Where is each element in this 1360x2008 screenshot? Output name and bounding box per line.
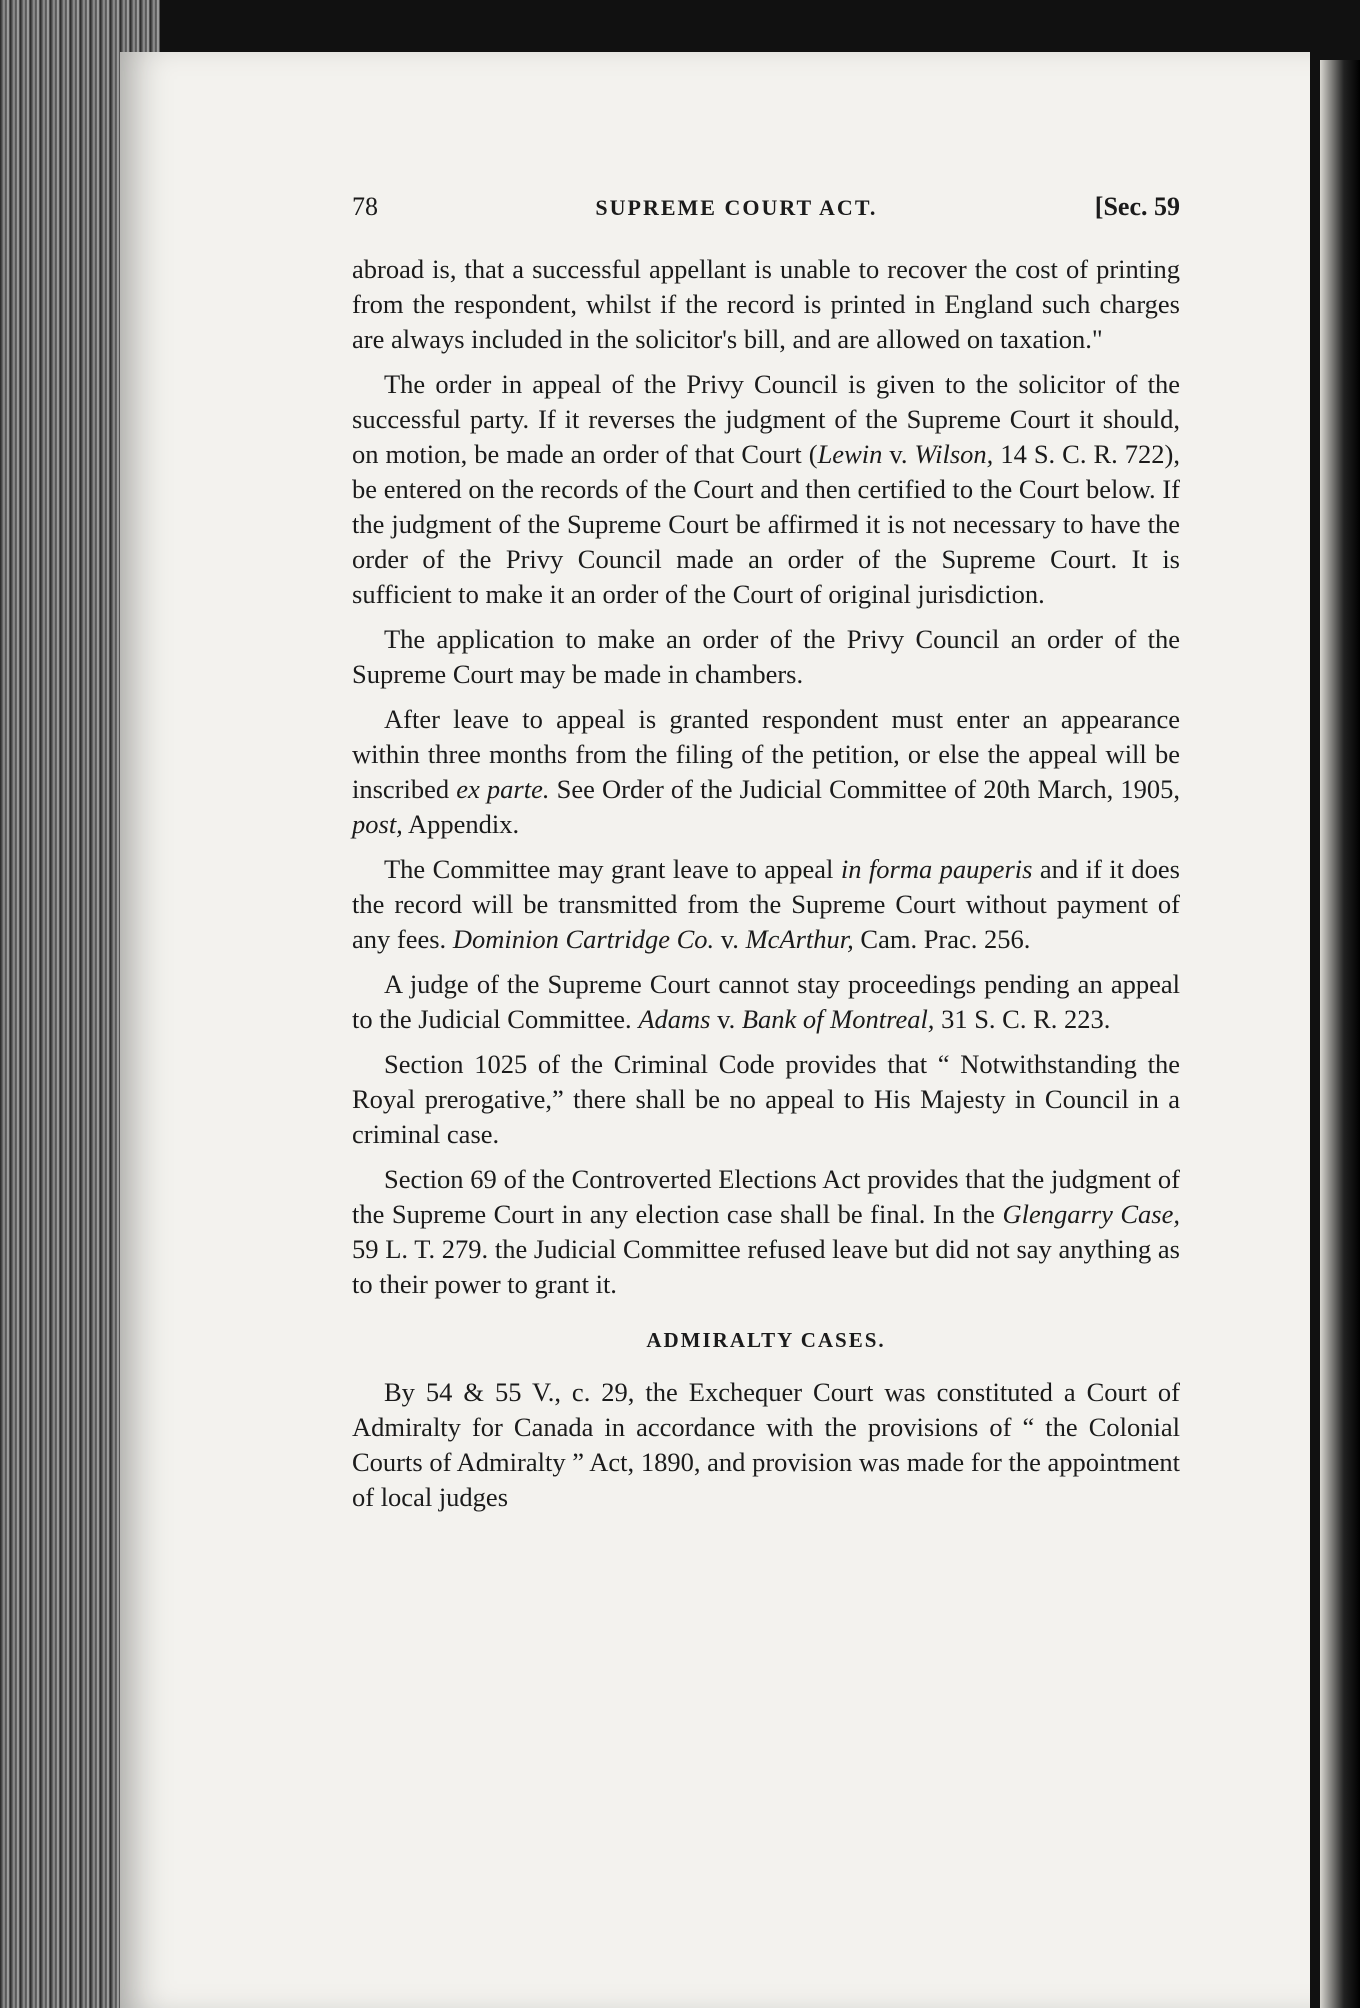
text-segment: v. xyxy=(882,439,915,469)
text-segment: The application to make an order of the Privy Council an order of the Supreme Court may be made in chambers. xyxy=(352,624,1180,689)
text-segment: Section 1025 of the Criminal Code provides that “ Notwithstanding the Royal prerogative,” there shall be no appeal to His Majesty in Council in a criminal case. xyxy=(352,1049,1180,1149)
text-segment: See Order of the Judicial Committee of 20th March, 1905, xyxy=(549,774,1181,804)
text-segment: A judge of the Supreme Court cannot stay proceedings pending an appeal to the Judicial Committee. xyxy=(352,969,1180,1034)
text-segment: 31 S. C. R. 223. xyxy=(934,1004,1111,1034)
text-segment: abroad is, that a successful appellant is unable to recover the cost of printing from the respondent, whilst if the record is printed in England such charges are always included in the solicitor's bill, and are allowed on taxation." xyxy=(352,254,1180,354)
text-segment: Cam. Prac. 256. xyxy=(853,924,1031,954)
text-segment: v. xyxy=(714,924,746,954)
paragraph xyxy=(352,622,1180,692)
paragraph xyxy=(352,1047,1180,1152)
running-head xyxy=(352,192,1180,222)
text-segment: 14 S. C. R. 722), be entered on the records of the Court and then certified to the Court below. If the judgment of the Supreme Court be affirmed it is not necessary to have the order of the Privy Council made an order of the Supreme Court. It is sufficient to make it an order of the Court of original jurisdiction. xyxy=(352,439,1180,609)
page-content xyxy=(352,192,1180,1525)
book-gutter-shadow xyxy=(1320,60,1360,2008)
paragraph xyxy=(352,252,1180,357)
paragraph xyxy=(352,1375,1180,1515)
italic-citation: in forma pauperis xyxy=(840,854,1033,884)
paragraph xyxy=(352,702,1180,842)
italic-citation: Dominion Cartridge Co. xyxy=(452,924,715,954)
italic-citation: Wilson, xyxy=(914,439,994,469)
paragraph xyxy=(352,852,1180,957)
text-segment: 59 L. T. 279. the Judicial Committee refused leave but did not say anything as to their power to grant it. xyxy=(352,1234,1180,1299)
italic-citation: McArthur, xyxy=(745,924,854,954)
italic-citation: Glengarry Case, xyxy=(1002,1199,1180,1229)
section-heading: ADMIRALTY CASES. xyxy=(646,1328,886,1352)
text-segment: v. xyxy=(710,1004,742,1034)
paragraph xyxy=(352,1162,1180,1302)
section-reference: [Sec. 59 xyxy=(1094,192,1180,221)
text-segment: The order in appeal of the Privy Council is given to the solicitor of the successful party. If it reverses the judgment of the Supreme Court it should, on motion, be made an order of that Court ( xyxy=(352,369,1180,469)
italic-citation: ex parte. xyxy=(456,774,550,804)
paragraph xyxy=(352,967,1180,1037)
text-segment: Appendix. xyxy=(402,809,520,839)
text-segment: The Committee may grant leave to appeal xyxy=(384,854,841,884)
text-segment: By 54 & 55 V., c. 29, the Exchequer Court was constituted a Court of Admiralty for Canada in accordance with the provisions of “ the Colonial Courts of Admiralty ” Act, 1890, and provision was made for the appointment of local judges xyxy=(352,1377,1180,1512)
final-paragraph-container xyxy=(352,1375,1180,1515)
paragraph xyxy=(352,367,1180,612)
text-segment: Section 69 of the Controverted Elections Act provides that the judgment of the Supreme Court in any election case shall be final. In the xyxy=(352,1164,1180,1229)
page-number: 78 xyxy=(352,192,378,221)
italic-citation: Lewin xyxy=(817,439,883,469)
text-segment: and if it does the record will be transmitted from the Supreme Court without payment of any fees. xyxy=(352,854,1180,954)
body-paragraphs xyxy=(352,252,1180,1302)
italic-citation: post, xyxy=(352,809,403,839)
running-title: SUPREME COURT ACT. xyxy=(595,195,878,220)
text-segment: After leave to appeal is granted respondent must enter an appearance within three months from the filing of the petition, or else the appeal will be inscribed xyxy=(352,704,1180,804)
italic-citation: Bank of Montreal, xyxy=(741,1004,935,1034)
italic-citation: Adams xyxy=(638,1004,711,1034)
